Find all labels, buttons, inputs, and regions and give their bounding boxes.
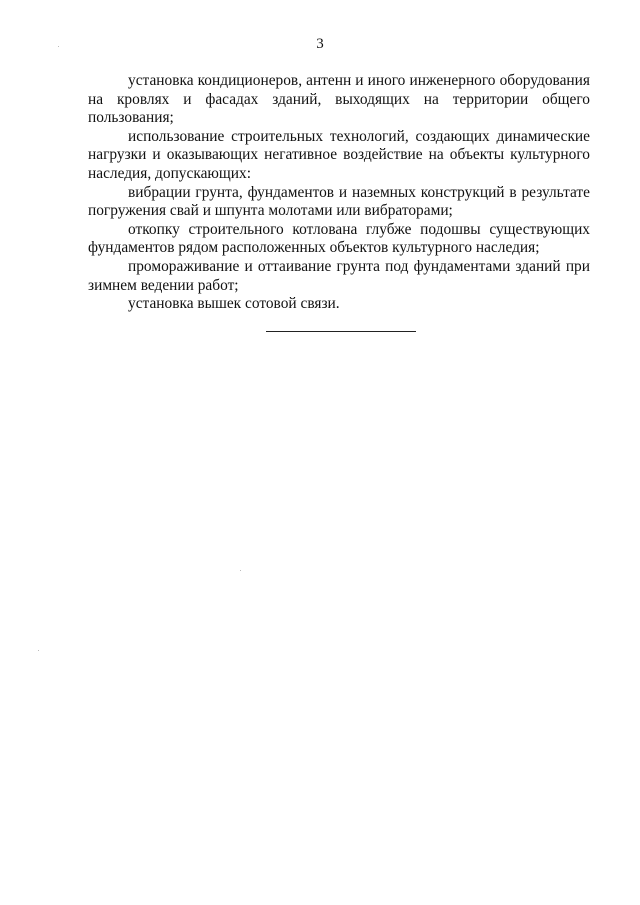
document-body bbox=[88, 72, 590, 314]
scan-speck bbox=[240, 570, 241, 571]
page-number: 3 bbox=[316, 36, 324, 52]
paragraph-cell-towers: установка вышек сотовой связи. bbox=[128, 295, 340, 313]
end-divider-line bbox=[266, 331, 416, 332]
scan-speck bbox=[58, 46, 59, 47]
paragraph-soil-vibration: вибрации грунта, фундаментов и наземных конструкций в результате погружения свай и шпунта молотами или вибраторами; bbox=[88, 183, 590, 220]
paragraph-soil-freezing: промораживание и оттаивание грунта под фундаментами зданий при зимнем ведении работ; bbox=[88, 257, 590, 294]
scan-speck bbox=[38, 650, 39, 651]
paragraph-pit-excavation: откопку строительного котлована глубже подошвы существующих фундаментов рядом расположенных объектов культурного наследия; bbox=[88, 220, 590, 257]
paragraph-air-conditioners: установка кондиционеров, антенн и иного инженерного оборудования на кровлях и фасадах зданий, выходящих на территории общего пользования; bbox=[88, 72, 590, 127]
paragraph-construction-technologies: использование строительных технологий, создающих динамические нагрузки и оказывающих негативное воздействие на объекты культурного наследия, допускающих: bbox=[88, 127, 590, 182]
